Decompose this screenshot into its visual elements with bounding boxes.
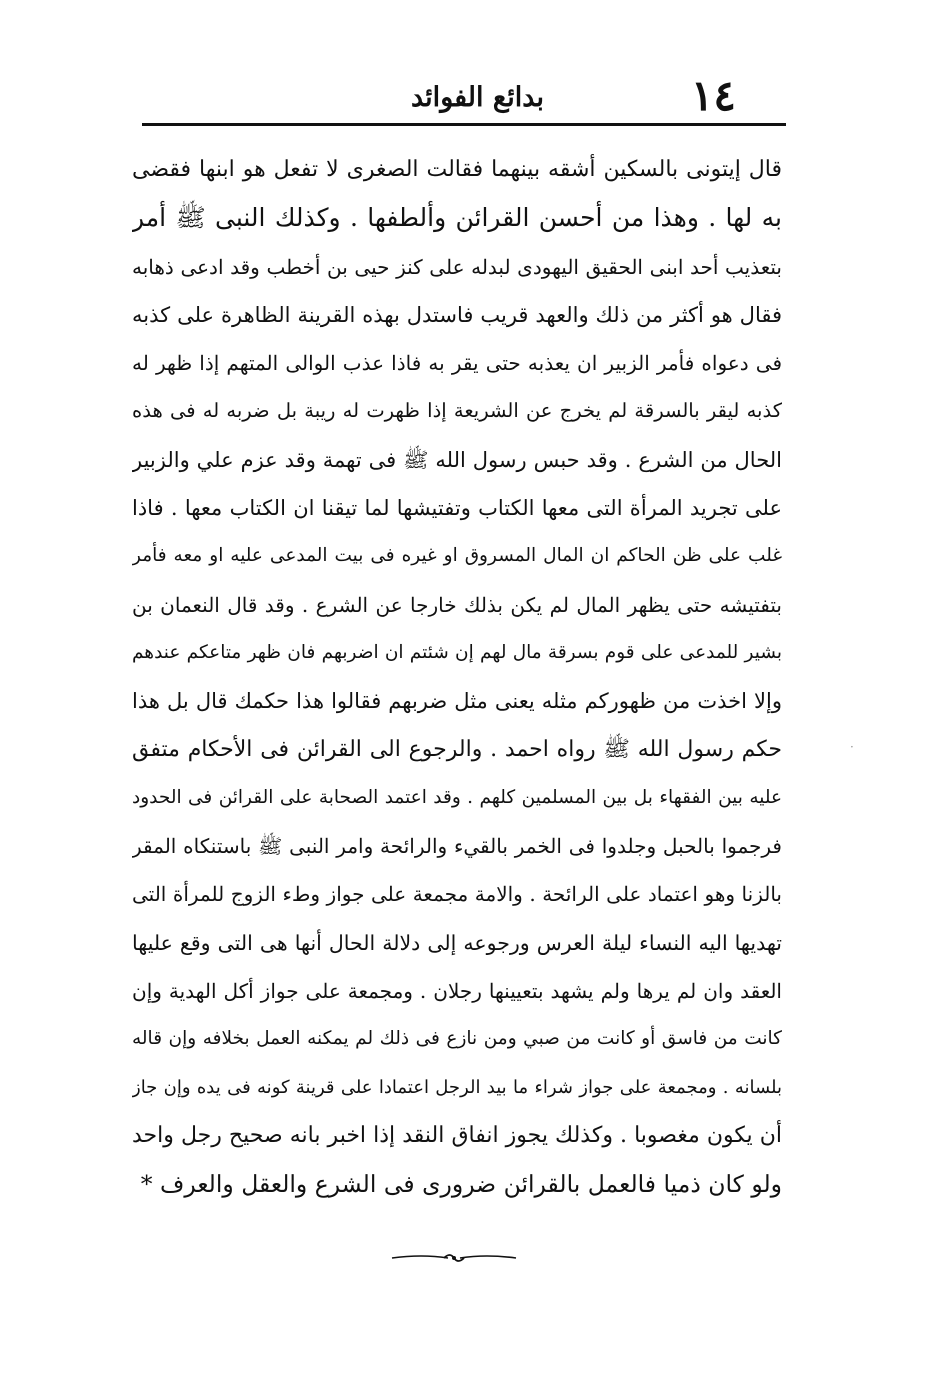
text-line: العقد وان لم يرها ولم يشهد بتعيينها رجلان . ومجمعة على جواز أكل الهدية وإن: [132, 979, 782, 1004]
text-line: به لها . وهذا من أحسن القرائن وألطفها . وكذلك النبى ﷺ أمر: [132, 203, 782, 233]
text-line: عليه بين الفقهاء بل بين المسلمين كلهم . وقد اعتمد الصحابة على القرائن فى الحدود: [132, 786, 782, 808]
page-header: [148, 62, 784, 122]
text-line: فى دعواه فأمر الزبير ان يعذبه حتى يقر به فاذا عذب الوالى المتهم إذا ظهر له: [132, 351, 782, 376]
text-line: بتفتيشه حتى يظهر المال لم يكن بذلك خارجا عن الشرع . وقد قال النعمان بن: [132, 592, 782, 617]
text-line: أن يكون مغصوبا . وكذلك يجوز انفاق النقد إذا اخبر بانه صحيح رجل واحد: [132, 1122, 782, 1148]
text-line: فقال هو أكثر من ذلك والعهد قريب فاستدل بهذه القرينة الظاهرة على كذبه: [132, 302, 782, 327]
text-line: فرجموا بالحبل وجلدوا فى الخمر بالقيء والرائحة وامر النبى ﷺ باستنكاه المقر: [132, 834, 782, 859]
margin-mark: ·: [850, 740, 854, 754]
text-line: كانت من فاسق أو كانت من صبي ومن نازع فى ذلك لم يمكنه العمل بخلافه وإن قاله: [132, 1028, 782, 1050]
text-line: الحال من الشرع . وقد حبس رسول الله ﷺ فى تهمة وقد عزم علي والزبير: [132, 447, 782, 472]
end-ornament-icon: [390, 1250, 518, 1264]
text-line: قال إيتونى بالسكين أشقه بينهما فقالت الصغرى لا تفعل هو ابنها فقضى: [132, 157, 782, 182]
text-line: كذبه ليقر بالسرقة لم يخرج عن الشريعة إذا ظهرت له ريبة بل ضربه له فى هذه: [132, 399, 782, 423]
text-line: بتعذيب أحد ابنى الحقيق اليهودى لبدله على كنز حيى بن أخطب وقد ادعى ذهابه: [132, 254, 782, 279]
text-line: بلسانه . ومجمعة على جواز شراء ما بيد الرجل اعتمادا على قرينة كونه فى يده وإن جاز: [132, 1076, 782, 1098]
text-line: بشير للمدعى على قوم بسرقة مال لهم إن شئتم ان اضربهم فان ظهر متاعكم عندهم: [132, 641, 782, 663]
text-line: تهديها اليه النساء ليلة العرس ورجوعه إلى دلالة الحال أنها هى التى وقع عليها: [132, 930, 782, 955]
text-line: ولو كان ذميا فالعمل بالقرائن ضرورى فى الشرع والعقل والعرف *: [140, 1170, 782, 1199]
text-line: غلب على ظن الحاكم ان المال المسروق او غيره فى بيت المدعى عليه او معه فأمر: [132, 545, 782, 567]
text-line: حكم رسول الله ﷺ رواه احمد . والرجوع الى القرائن فى الأحكام متفق: [132, 736, 782, 762]
text-line: بالزنا وهو اعتماد على الرائحة . والامة مجمعة على جواز وطء الزوج للمرأة التى: [132, 882, 782, 907]
text-line: وإلا اخذت من ظهوركم مثله يعنى مثل ضربهم فقالوا هذا حكمك قال بل هذا: [132, 689, 782, 714]
text-line: على تجريد المرأة التى معها الكتاب وتفتيشها لما تيقنا ان الكتاب معها . فاذا: [132, 496, 782, 521]
running-title: بدائع الفوائد: [411, 82, 544, 113]
body-text: [132, 146, 782, 1209]
page-number: ١٤: [690, 71, 736, 120]
header-rule: [142, 123, 786, 126]
